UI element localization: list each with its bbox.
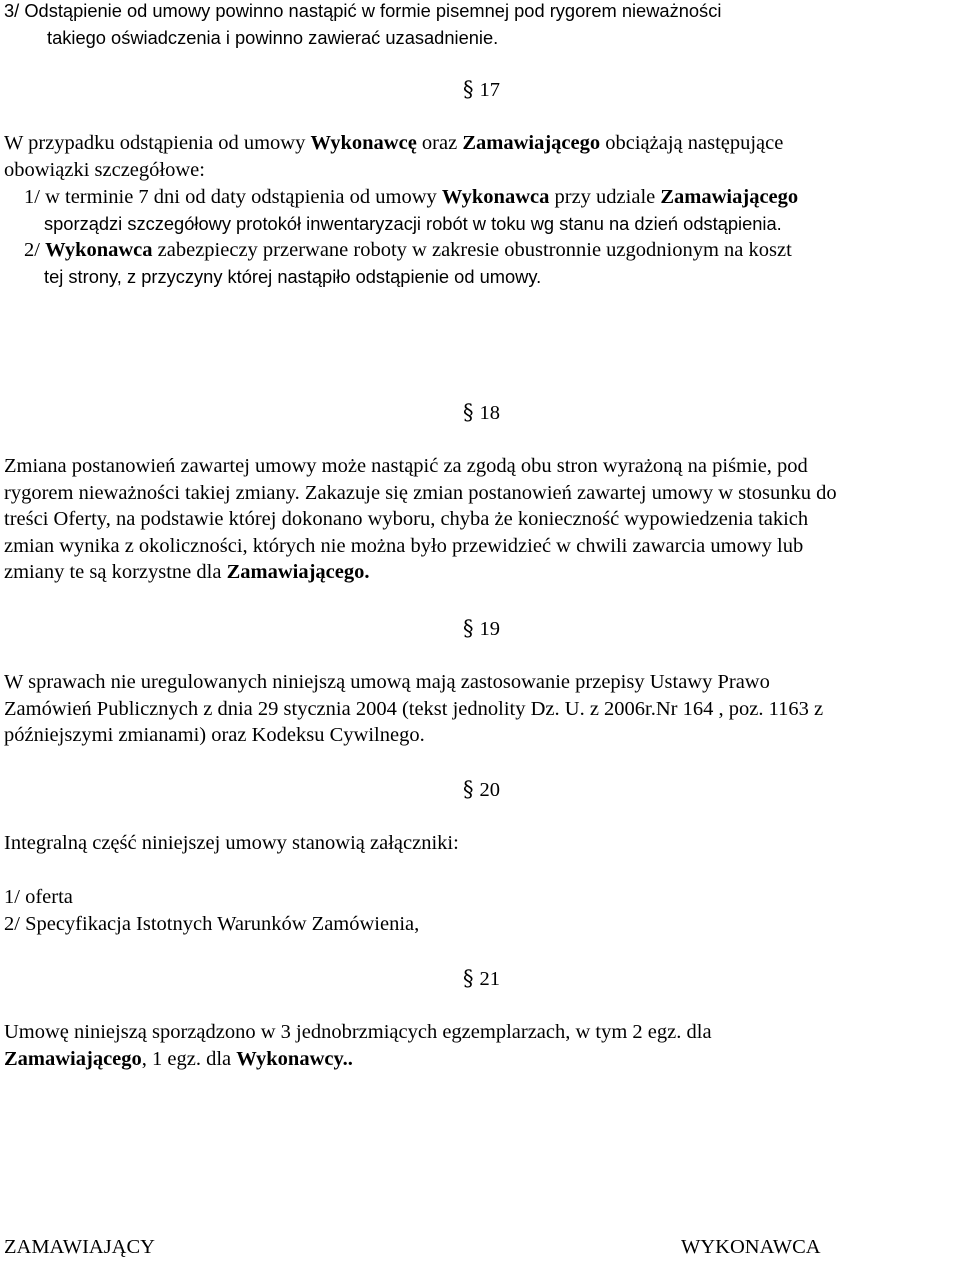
art20-list-item-1: 1/ oferta bbox=[4, 886, 73, 908]
art18-line1: Zmiana postanowień zawartej umowy może nastąpić za zgodą obu stron wyrażoną na piśmie, pod bbox=[4, 455, 808, 477]
art18-line3: treści Oferty, na podstawie której dokonano wyboru, chyba że konieczność wypowiedzenia takich bbox=[4, 508, 809, 531]
art17-point1-line2: sporządzi szczegółowy protokół inwentaryzacji robót w toku wg stanu na dzień odstąpienia. bbox=[44, 212, 782, 234]
art19-line2: Zamówień Publicznych z dnia 29 stycznia 2004 (tekst jednolity Dz. U. z 2006r.Nr 164 , poz. 1163 z bbox=[4, 697, 824, 720]
section-heading-17 bbox=[463, 76, 500, 104]
art18-line5: zmiany te są korzystne dla Zamawiającego. bbox=[4, 561, 370, 584]
section-number: 21 bbox=[479, 968, 500, 990]
section-sign: § bbox=[463, 77, 474, 101]
art17-intro-line2: obowiązki szczegółowe: bbox=[4, 158, 205, 181]
party-name: Zamawiającego bbox=[660, 186, 799, 208]
section-number: 20 bbox=[479, 779, 500, 801]
art17-points bbox=[4, 184, 934, 290]
art19-line3: późniejszymi zmianami) oraz Kodeksu Cywilnego. bbox=[4, 724, 425, 747]
section-number: 18 bbox=[479, 402, 500, 424]
art20-intro-line: Integralną część niniejszej umowy stanowią załączniki: bbox=[4, 832, 459, 854]
art18-line2: rygorem nieważności takiej zmiany. Zakazuje się zmian postanowień zawartej umowy w stosunku do bbox=[4, 481, 837, 504]
party-name: Wykonawcę bbox=[310, 132, 417, 154]
art20-intro bbox=[4, 830, 934, 857]
art21-line1: Umowę niniejszą sporządzono w 3 jednobrzmiących egzemplarzach, w tym 2 egz. dla bbox=[4, 1021, 712, 1043]
art17-intro bbox=[4, 130, 934, 183]
section-sign: § bbox=[463, 777, 474, 801]
party-name: Wykonawca bbox=[45, 239, 153, 262]
section-number: 19 bbox=[479, 618, 500, 640]
section-sign: § bbox=[463, 616, 474, 640]
section-heading-20 bbox=[463, 776, 500, 804]
art17-point2-line2: tej strony, z przyczyny której nastąpiło odstąpienie od umowy. bbox=[44, 265, 542, 287]
art18-line4: zmian wynika z okoliczności, których nie można było przewidzieć w chwili zawarcia umowy lub bbox=[4, 534, 804, 557]
art16-tail bbox=[4, 0, 934, 51]
art19-line1: W sprawach nie uregulowanych niniejszą umową mają zastosowanie przepisy Ustawy Prawo bbox=[4, 671, 770, 693]
party-name: Zamawiającego bbox=[4, 1047, 142, 1070]
section-heading-18 bbox=[463, 399, 500, 427]
section-sign: § bbox=[463, 400, 474, 424]
party-name: Zamawiającego. bbox=[226, 561, 370, 584]
art16-point3-line2: takiego oświadczenia i powinno zawierać uzasadnienie. bbox=[47, 26, 499, 48]
art20-list bbox=[4, 884, 934, 937]
art17-point1-line1: 1/ w terminie 7 dni od daty odstąpienia od umowy Wykonawca przy udziale Zamawiającego bbox=[24, 186, 799, 208]
signature-zamawiajacy: ZAMAWIAJĄCY bbox=[4, 1236, 155, 1258]
art21-text bbox=[4, 1019, 934, 1072]
art17-point2-line1: 2/ Wykonawca zabezpieczy przerwane roboty w zakresie obustronnie uzgodnionym na koszt bbox=[24, 239, 792, 262]
art21-line2: Zamawiającego, 1 egz. dla Wykonawcy.. bbox=[4, 1047, 353, 1070]
art17-intro-line1: W przypadku odstąpienia od umowy Wykonawcę oraz Zamawiającego obciążają następujące bbox=[4, 132, 784, 154]
section-heading-19 bbox=[463, 615, 500, 643]
art19-text bbox=[4, 669, 934, 749]
art18-text bbox=[4, 453, 934, 586]
section-heading-21 bbox=[463, 965, 500, 993]
signature-wykonawca: WYKONAWCA bbox=[681, 1236, 821, 1258]
party-name: Zamawiającego bbox=[462, 132, 601, 154]
art20-list-item-2: 2/ Specyfikacja Istotnych Warunków Zamówienia, bbox=[4, 912, 420, 935]
section-sign: § bbox=[463, 966, 474, 990]
party-name: Wykonawca bbox=[441, 186, 550, 208]
art16-point3-line1: 3/ Odstąpienie od umowy powinno nastąpić w formie pisemnej pod rygorem nieważności bbox=[4, 0, 722, 21]
section-number: 17 bbox=[479, 79, 500, 101]
party-name: Wykonawcy.. bbox=[236, 1047, 353, 1070]
